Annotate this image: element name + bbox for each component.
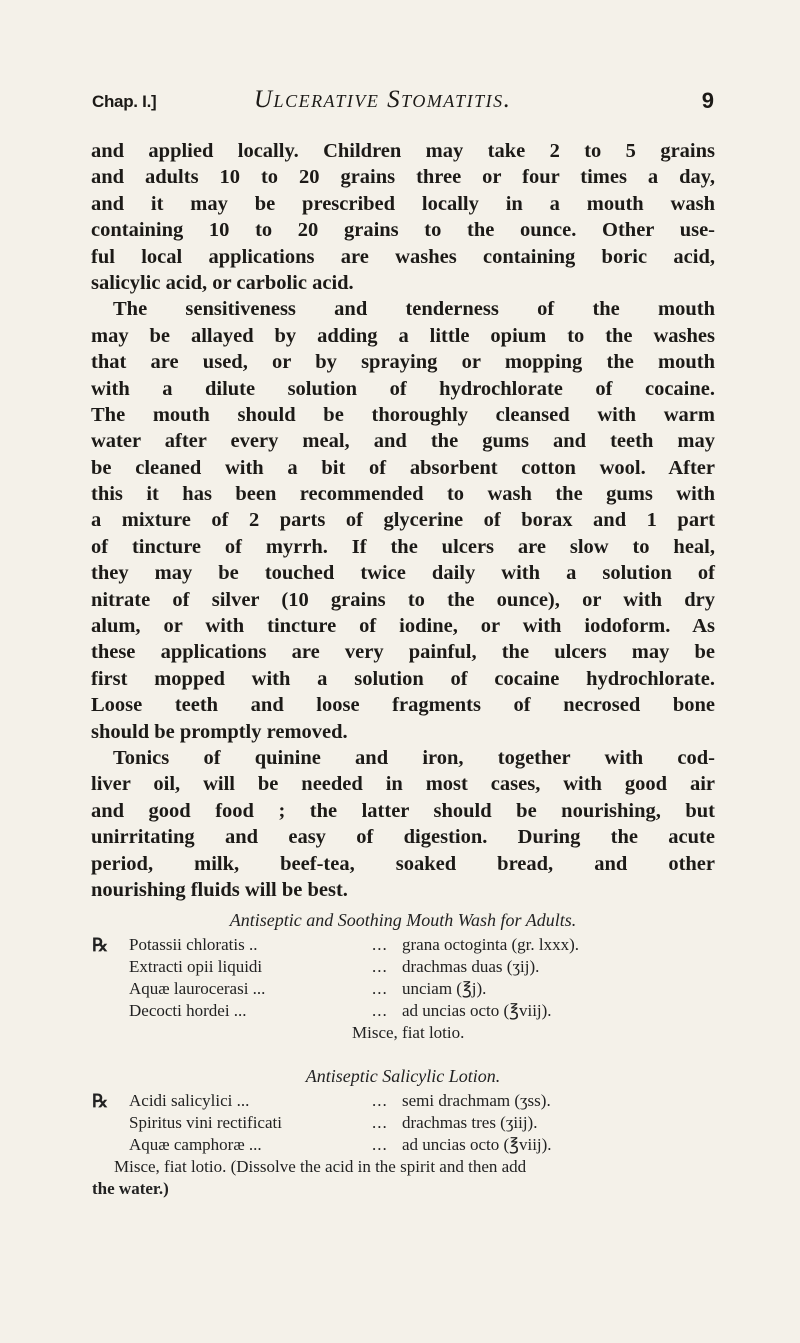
text-line: with a dilute solution of hydrochlorate of cocaine. [91, 377, 715, 400]
running-title: Ulcerative Stomatitis. [254, 86, 512, 113]
rx-symbol-icon: ℞ [92, 935, 109, 955]
recipe-instruction: Misce, fiat lotio. (Dissolve the acid in the spirit and then add [114, 1157, 527, 1176]
ingredient: Decocti hordei ... [129, 1001, 247, 1020]
amount: drachmas duas (ʒij). [402, 957, 540, 976]
text-line: that are used, or by spraying or mopping the mouth [91, 351, 715, 374]
amount: unciam (℥j). [402, 979, 487, 998]
text-line: Tonics of quinine and iron, together with cod- [113, 746, 715, 769]
recipe-row [92, 1134, 714, 1156]
text-line: containing 10 to 20 grains to the ounce. Other use- [91, 219, 715, 242]
text-line: unirritating and easy of digestion. During the acute [91, 826, 715, 849]
leader-dots: ... [372, 957, 388, 976]
page-number: 9 [701, 88, 714, 113]
recipe-instruction: Misce, fiat lotio. [352, 1023, 465, 1042]
ingredient: Spiritus vini rectificati [129, 1113, 282, 1132]
chapter-label: Chap. I.] [92, 92, 157, 111]
leader-dots: ... [372, 1091, 388, 1110]
text-line: The mouth should be thoroughly cleansed with warm [91, 403, 715, 426]
recipe-row [92, 1112, 714, 1134]
running-header [92, 86, 714, 120]
text-line: be cleaned with a bit of absorbent cotton wool. After [91, 456, 715, 479]
text-line: these applications are very painful, the ulcers may be [91, 641, 715, 664]
text-line: and applied locally. Children may take 2 to 5 grains [91, 140, 715, 162]
amount: grana octoginta (gr. lxxx). [402, 935, 580, 954]
leader-dots: ... [372, 1135, 388, 1154]
text-line: first mopped with a solution of cocaine hydrochlorate. [91, 667, 715, 690]
text-line: period, milk, beef-tea, soaked bread, and other [91, 852, 715, 875]
text-line: and adults 10 to 20 grains three or four times a day, [91, 166, 715, 189]
recipe-row [92, 1090, 714, 1112]
text-line: and it may be prescribed locally in a mouth wash [91, 192, 715, 215]
ingredient: Aquæ camphoræ ... [129, 1135, 262, 1154]
body-text [91, 138, 715, 903]
ingredient: Aquæ laurocerasi ... [129, 979, 266, 998]
recipe-title: Antiseptic and Soothing Mouth Wash for Adults. [229, 910, 577, 930]
text-line: of tincture of myrrh. If the ulcers are slow to heal, [91, 535, 715, 558]
text-line: this it has been recommended to wash the gums with [91, 483, 715, 506]
text-line: and good food ; the latter should be nourishing, but [91, 799, 715, 822]
text-line: may be allayed by adding a little opium to the washes [91, 324, 715, 347]
text-line: ful local applications are washes containing boric acid, [91, 245, 715, 268]
recipe-row [92, 934, 714, 956]
leader-dots: ... [372, 979, 388, 998]
ingredient: Acidi salicylici ... [129, 1091, 250, 1110]
leader-dots: ... [372, 1113, 388, 1132]
recipe-title: Antiseptic Salicylic Lotion. [305, 1066, 501, 1086]
recipe-instruction-continued: the water.) [92, 1179, 169, 1198]
text-line: salicylic acid, or carbolic acid. [91, 271, 354, 294]
text-line: Loose teeth and loose fragments of necrosed bone [91, 694, 715, 717]
text-line: should be promptly removed. [91, 720, 348, 743]
recipe-row [92, 956, 714, 978]
recipe-row [92, 978, 714, 1000]
leader-dots: ... [372, 1001, 388, 1020]
amount: drachmas tres (ʒiij). [402, 1113, 538, 1132]
ingredient: Extracti opii liquidi [129, 957, 263, 976]
text-line: a mixture of 2 parts of glycerine of borax and 1 part [91, 509, 715, 532]
text-line: they may be touched twice daily with a solution of [91, 562, 715, 585]
text-line: nourishing fluids will be best. [91, 878, 348, 901]
text-line: The sensitiveness and tenderness of the mouth [113, 298, 715, 321]
amount: ad uncias octo (℥viij). [402, 1001, 552, 1020]
rx-symbol-icon: ℞ [92, 1091, 109, 1111]
leader-dots: ... [372, 935, 388, 954]
text-line: liver oil, will be needed in most cases, with good air [91, 773, 715, 796]
recipe-row [92, 1000, 714, 1022]
ingredient: Potassii chloratis .. [129, 935, 258, 954]
text-line: nitrate of silver (10 grains to the ounce), or with dry [91, 588, 715, 611]
text-line: water after every meal, and the gums and teeth may [91, 430, 715, 453]
amount: ad uncias octo (℥viij). [402, 1135, 552, 1154]
recipe-salicylic-lotion [92, 1064, 714, 1200]
text-line: alum, or with tincture of iodine, or with iodoform. As [91, 615, 715, 638]
recipe-mouth-wash [92, 908, 714, 1044]
amount: semi drachmam (ʒss). [402, 1091, 551, 1110]
